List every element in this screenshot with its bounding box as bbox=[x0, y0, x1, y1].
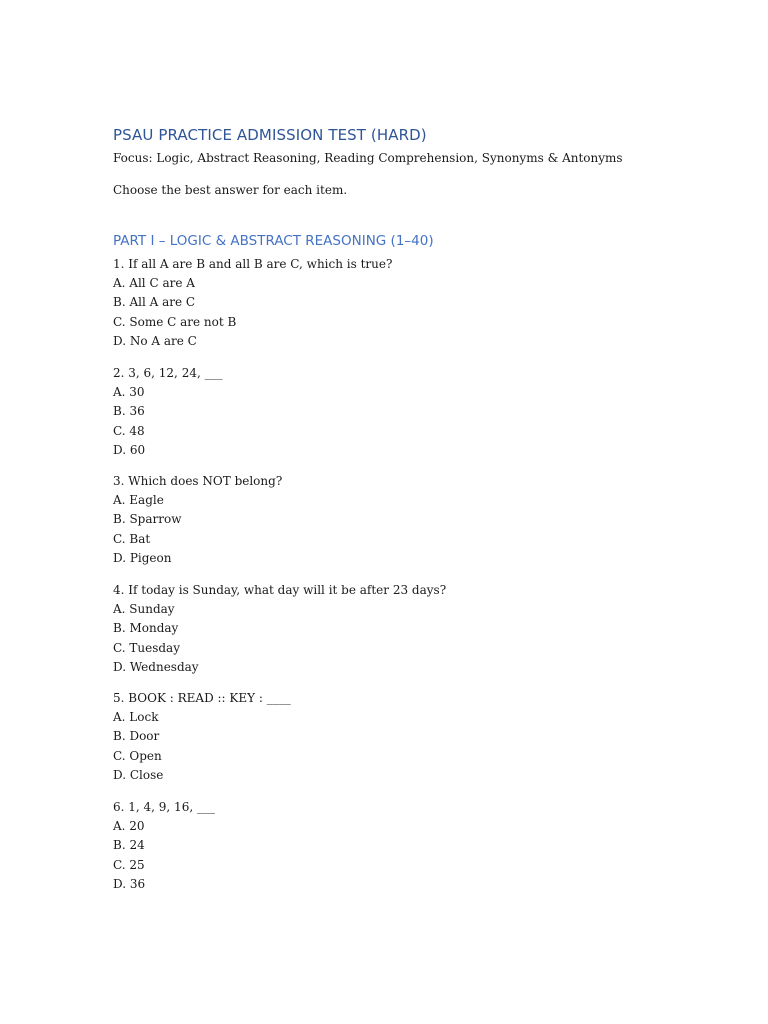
answer-option-c: C. Bat bbox=[113, 531, 151, 546]
instructions-line: Choose the best answer for each item. bbox=[113, 183, 348, 197]
question-4 bbox=[113, 581, 673, 677]
part-1-heading: PART I – LOGIC & ABSTRACT REASONING (1–40) bbox=[113, 233, 434, 249]
answer-option-b: B. Sparrow bbox=[113, 512, 182, 527]
question-1 bbox=[113, 255, 673, 351]
question-stem: 5. BOOK : READ :: KEY : ____ bbox=[113, 691, 291, 705]
answer-option-c: C. Tuesday bbox=[113, 640, 180, 655]
answer-option-b: B. Door bbox=[113, 729, 160, 744]
question-stem: 1. If all A are B and all B are C, which is true? bbox=[113, 257, 393, 271]
question-6 bbox=[113, 798, 673, 894]
document-title: PSAU PRACTICE ADMISSION TEST (HARD) bbox=[113, 126, 427, 144]
question-stem: 3. Which does NOT belong? bbox=[113, 474, 283, 488]
answer-option-d: D. Close bbox=[113, 767, 164, 782]
question-5 bbox=[113, 689, 673, 785]
answer-option-a: A. 30 bbox=[113, 385, 145, 400]
answer-option-d: D. 60 bbox=[113, 442, 146, 457]
answer-option-d: D. No A are C bbox=[113, 333, 197, 348]
question-2 bbox=[113, 364, 673, 460]
question-stem: 2. 3, 6, 12, 24, ___ bbox=[113, 366, 223, 380]
answer-option-c: C. Open bbox=[113, 748, 162, 763]
answer-option-a: A. Lock bbox=[113, 710, 159, 725]
answer-option-d: D. 36 bbox=[113, 876, 146, 891]
question-stem: 6. 1, 4, 9, 16, ___ bbox=[113, 800, 215, 814]
answer-option-d: D. Wednesday bbox=[113, 659, 199, 674]
question-3 bbox=[113, 472, 673, 568]
answer-option-a: A. Sunday bbox=[113, 602, 175, 617]
answer-option-b: B. 24 bbox=[113, 838, 145, 853]
focus-line: Focus: Logic, Abstract Reasoning, Reading Comprehension, Synonyms & Antonyms bbox=[113, 151, 623, 165]
answer-option-a: A. All C are A bbox=[113, 276, 195, 291]
answer-option-a: A. 20 bbox=[113, 819, 145, 834]
answer-option-a: A. Eagle bbox=[113, 493, 164, 508]
answer-option-c: C. 25 bbox=[113, 857, 145, 872]
answer-option-b: B. Monday bbox=[113, 621, 179, 636]
answer-option-b: B. All A are C bbox=[113, 295, 196, 310]
answer-option-d: D. Pigeon bbox=[113, 550, 172, 565]
answer-option-b: B. 36 bbox=[113, 404, 145, 419]
document-page bbox=[113, 0, 673, 1024]
question-stem: 4. If today is Sunday, what day will it be after 23 days? bbox=[113, 583, 447, 597]
answer-option-c: C. 48 bbox=[113, 423, 145, 438]
answer-option-c: C. Some C are not B bbox=[113, 314, 237, 329]
